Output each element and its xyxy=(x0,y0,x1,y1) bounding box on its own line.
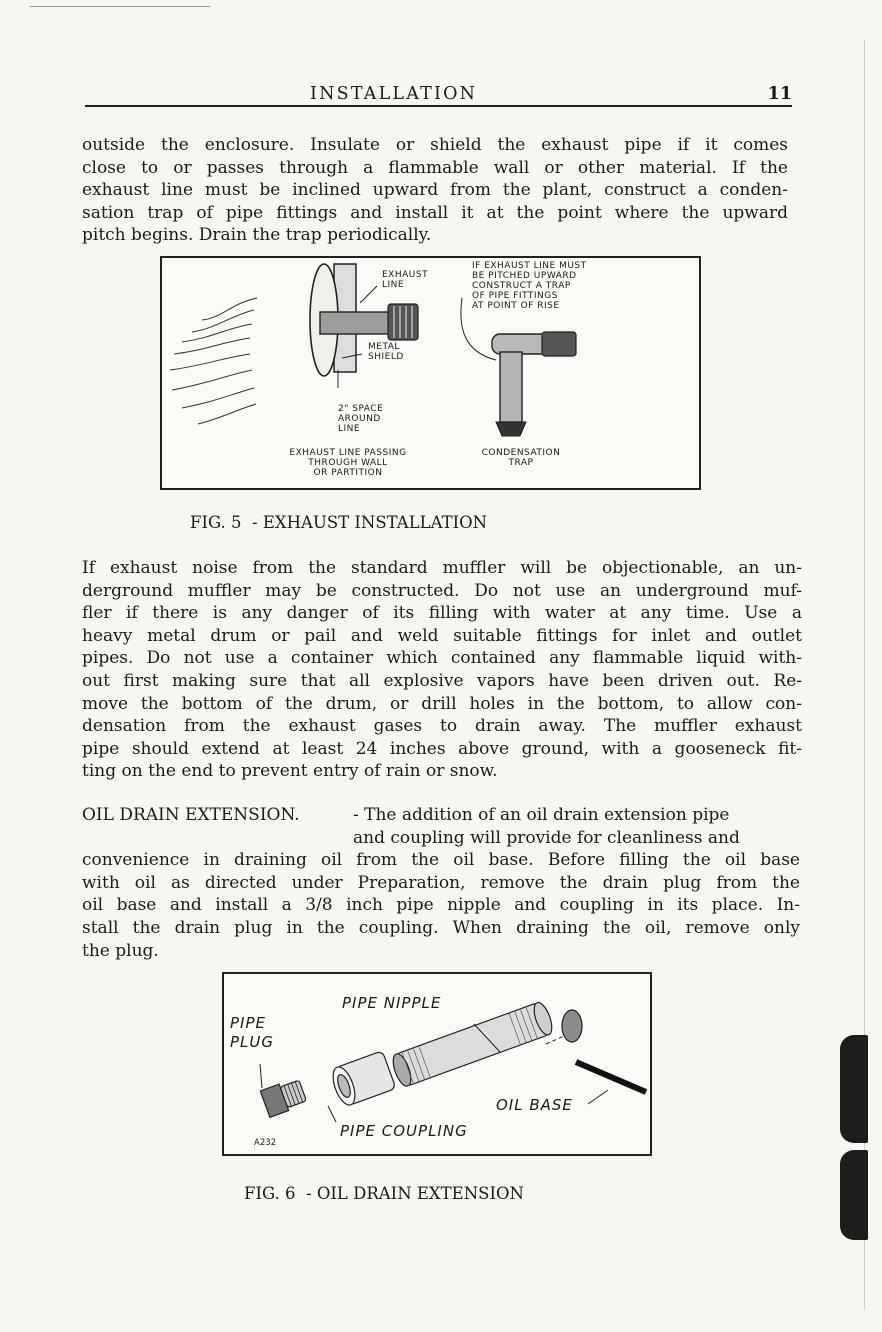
text-line: exhaust line must be inclined upward from the plant, construct a conden- xyxy=(82,180,788,201)
running-header xyxy=(85,84,792,108)
text-line: and coupling will provide for cleanliness and xyxy=(353,827,740,848)
label-metal-shield: METAL SHIELD xyxy=(368,342,404,362)
text-line: heavy metal drum or pail and weld suitable fittings for inlet and outlet xyxy=(82,625,802,646)
thumb-tab-upper xyxy=(840,1035,868,1143)
text-line: derground muffler may be constructed. Do not use an underground muf- xyxy=(82,580,802,601)
paragraph-underground-muffler xyxy=(82,557,802,783)
text-line: If exhaust noise from the standard muffler will be objectionable, an un- xyxy=(82,558,802,578)
text-line: convenience in draining oil from the oil base. Before filling the oil base xyxy=(82,850,800,871)
figure-5-exhaust-installation xyxy=(160,256,701,490)
text-line: close to or passes through a flammable wall or other material. If the xyxy=(82,157,788,178)
label-condensation-trap: CONDENSATION TRAP xyxy=(481,448,561,468)
figure-6-caption: FIG. 6 - OIL DRAIN EXTENSION xyxy=(244,1184,524,1203)
paragraph-exhaust-insulation xyxy=(82,134,788,247)
text-line: out first making sure that all explosive vapors have been driven out. Re- xyxy=(82,670,802,691)
label-pipe-coupling: PIPE COUPLING xyxy=(340,1122,468,1140)
text-line: pipes. Do not use a container which contained any flammable liquid with- xyxy=(82,648,802,669)
text-line: outside the enclosure. Insulate or shield the exhaust pipe if it comes xyxy=(82,135,788,155)
label-space-around-line: 2" SPACE AROUND LINE xyxy=(338,404,384,434)
text-line: densation from the exhaust gases to drain away. The muffler exhaust xyxy=(82,716,802,737)
label-exhaust-line: EXHAUST LINE xyxy=(382,270,429,290)
label-pipe-nipple: PIPE NIPPLE xyxy=(342,994,442,1012)
text-line: move the bottom of the drum, or drill holes in the bottom, to allow con- xyxy=(82,693,802,714)
text-line: with oil as directed under Preparation, remove the drain plug from the xyxy=(82,872,800,893)
text-line: stall the drain plug in the coupling. When draining the oil, remove only xyxy=(82,917,800,938)
header-rule xyxy=(85,105,792,107)
figure-reference-code: A232 xyxy=(254,1138,277,1148)
scan-top-line xyxy=(30,6,210,7)
text-line: - The addition of an oil drain extension pipe xyxy=(353,805,730,825)
running-title: INSTALLATION xyxy=(310,84,478,104)
label-pipe-plug: PIPE PLUG xyxy=(230,1014,275,1051)
thumb-tab-lower xyxy=(840,1150,868,1240)
label-exhaust-through-wall: EXHAUST LINE PASSING THROUGH WALL OR PARTITION xyxy=(289,448,407,478)
text-line: oil base and install a 3/8 inch pipe nipple and coupling in its place. In- xyxy=(82,895,800,916)
paragraph-oil-drain-extension xyxy=(82,804,800,962)
text-line: pitch begins. Drain the trap periodically. xyxy=(82,225,432,246)
page-number: 11 xyxy=(767,84,792,104)
text-line: pipe should extend at least 24 inches above ground, with a gooseneck fit- xyxy=(82,738,802,759)
label-pitch-note: IF EXHAUST LINE MUST BE PITCHED UPWARD CONSTRUCT A TRAP OF PIPE FITTINGS AT POINT OF RISE xyxy=(472,261,587,311)
text-line: the plug. xyxy=(82,940,159,961)
figure-5-caption: FIG. 5 - EXHAUST INSTALLATION xyxy=(190,513,488,532)
figure-6-oil-drain-extension xyxy=(222,972,652,1156)
section-heading-oil-drain-extension: OIL DRAIN EXTENSION. xyxy=(82,805,300,825)
text-line: fler if there is any danger of its filling with water at any time. Use a xyxy=(82,603,802,624)
text-line: sation trap of pipe fittings and install it at the point where the upward xyxy=(82,202,788,223)
label-oil-base: OIL BASE xyxy=(496,1096,573,1114)
text-line: ting on the end to prevent entry of rain or snow. xyxy=(82,761,498,782)
